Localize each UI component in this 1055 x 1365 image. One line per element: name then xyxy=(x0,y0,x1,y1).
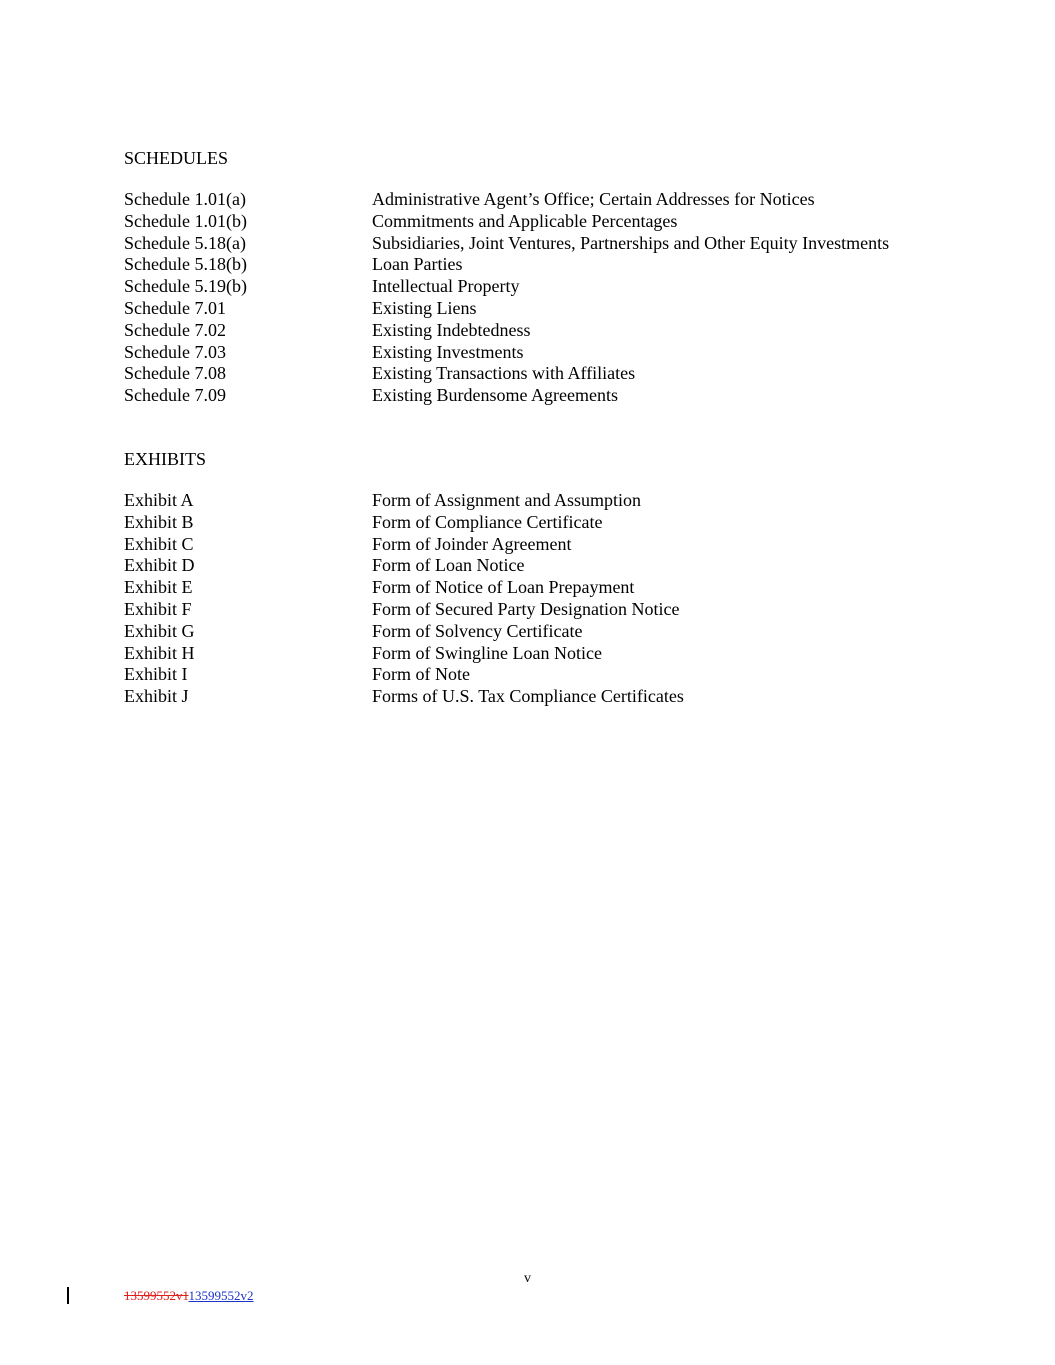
exhibit-entry xyxy=(124,577,944,599)
exhibit-description: Form of Notice of Loan Prepayment xyxy=(372,577,635,598)
schedule-description: Existing Burdensome Agreements xyxy=(372,385,618,406)
exhibits-heading: EXHIBITS xyxy=(124,449,206,469)
exhibit-entry xyxy=(124,599,944,621)
exhibit-entry xyxy=(124,490,944,512)
exhibit-description: Form of Loan Notice xyxy=(372,555,525,576)
exhibit-code: Exhibit I xyxy=(124,664,188,685)
schedule-entry xyxy=(124,254,944,276)
schedule-entry xyxy=(124,320,944,342)
document-id-inserted: 13599552v2 xyxy=(188,1288,254,1303)
schedule-code: Schedule 5.19(b) xyxy=(124,276,247,297)
schedule-code: Schedule 5.18(a) xyxy=(124,232,246,253)
schedule-code: Schedule 7.01 xyxy=(124,297,226,318)
schedule-entry xyxy=(124,385,944,407)
revision-change-bar xyxy=(67,1287,69,1304)
exhibit-code: Exhibit D xyxy=(124,555,195,576)
schedule-entry xyxy=(124,189,944,211)
schedule-entry xyxy=(124,342,944,364)
schedule-description: Existing Liens xyxy=(372,297,477,318)
schedule-description: Existing Transactions with Affiliates xyxy=(372,363,636,384)
exhibit-entry xyxy=(124,534,944,556)
document-id-deleted: 13599552v1 xyxy=(124,1288,189,1303)
schedule-code: Schedule 5.18(b) xyxy=(124,254,247,275)
schedule-description: Existing Indebtedness xyxy=(372,319,531,340)
schedule-description: Commitments and Applicable Percentages xyxy=(372,210,678,231)
exhibits-list xyxy=(124,490,944,708)
exhibit-description: Forms of U.S. Tax Compliance Certificates xyxy=(372,686,684,707)
exhibit-code: Exhibit F xyxy=(124,598,192,619)
schedules-list xyxy=(124,189,944,407)
schedule-code: Schedule 7.02 xyxy=(124,319,226,340)
exhibit-description: Form of Note xyxy=(372,664,470,685)
exhibit-description: Form of Joinder Agreement xyxy=(372,533,572,554)
schedule-code: Schedule 7.09 xyxy=(124,385,226,406)
exhibit-description: Form of Assignment and Assumption xyxy=(372,490,642,510)
exhibit-code: Exhibit J xyxy=(124,686,189,707)
exhibit-entry xyxy=(124,686,944,708)
exhibit-description: Form of Secured Party Designation Notice xyxy=(372,598,680,619)
schedule-description: Subsidiaries, Joint Ventures, Partnerships and Other Equity Investments xyxy=(372,232,890,253)
schedule-entry xyxy=(124,298,944,320)
schedule-description: Existing Investments xyxy=(372,341,524,362)
document-id xyxy=(124,1288,254,1304)
schedule-entry xyxy=(124,363,944,385)
exhibit-code: Exhibit A xyxy=(124,490,194,510)
exhibit-code: Exhibit C xyxy=(124,533,194,554)
exhibit-description: Form of Swingline Loan Notice xyxy=(372,642,602,663)
schedule-code: Schedule 7.08 xyxy=(124,363,226,384)
schedule-description: Loan Parties xyxy=(372,254,463,275)
schedule-description: Administrative Agent’s Office; Certain Addresses for Notices xyxy=(372,189,815,209)
schedule-description: Intellectual Property xyxy=(372,276,520,297)
exhibit-entry xyxy=(124,621,944,643)
exhibit-code: Exhibit B xyxy=(124,511,194,532)
exhibit-code: Exhibit E xyxy=(124,577,193,598)
schedule-entry xyxy=(124,276,944,298)
exhibit-description: Form of Compliance Certificate xyxy=(372,511,603,532)
schedule-entry xyxy=(124,211,944,233)
exhibit-code: Exhibit G xyxy=(124,620,195,641)
schedules-heading: SCHEDULES xyxy=(124,148,229,168)
exhibit-description: Form of Solvency Certificate xyxy=(372,620,583,641)
exhibit-entry xyxy=(124,555,944,577)
exhibit-code: Exhibit H xyxy=(124,642,195,663)
exhibit-entry xyxy=(124,643,944,665)
exhibit-entry xyxy=(124,512,944,534)
page-number: v xyxy=(524,1271,531,1286)
schedule-code: Schedule 1.01(b) xyxy=(124,210,247,231)
schedule-code: Schedule 7.03 xyxy=(124,341,226,362)
schedule-entry xyxy=(124,233,944,255)
exhibit-entry xyxy=(124,664,944,686)
schedule-code: Schedule 1.01(a) xyxy=(124,189,246,209)
